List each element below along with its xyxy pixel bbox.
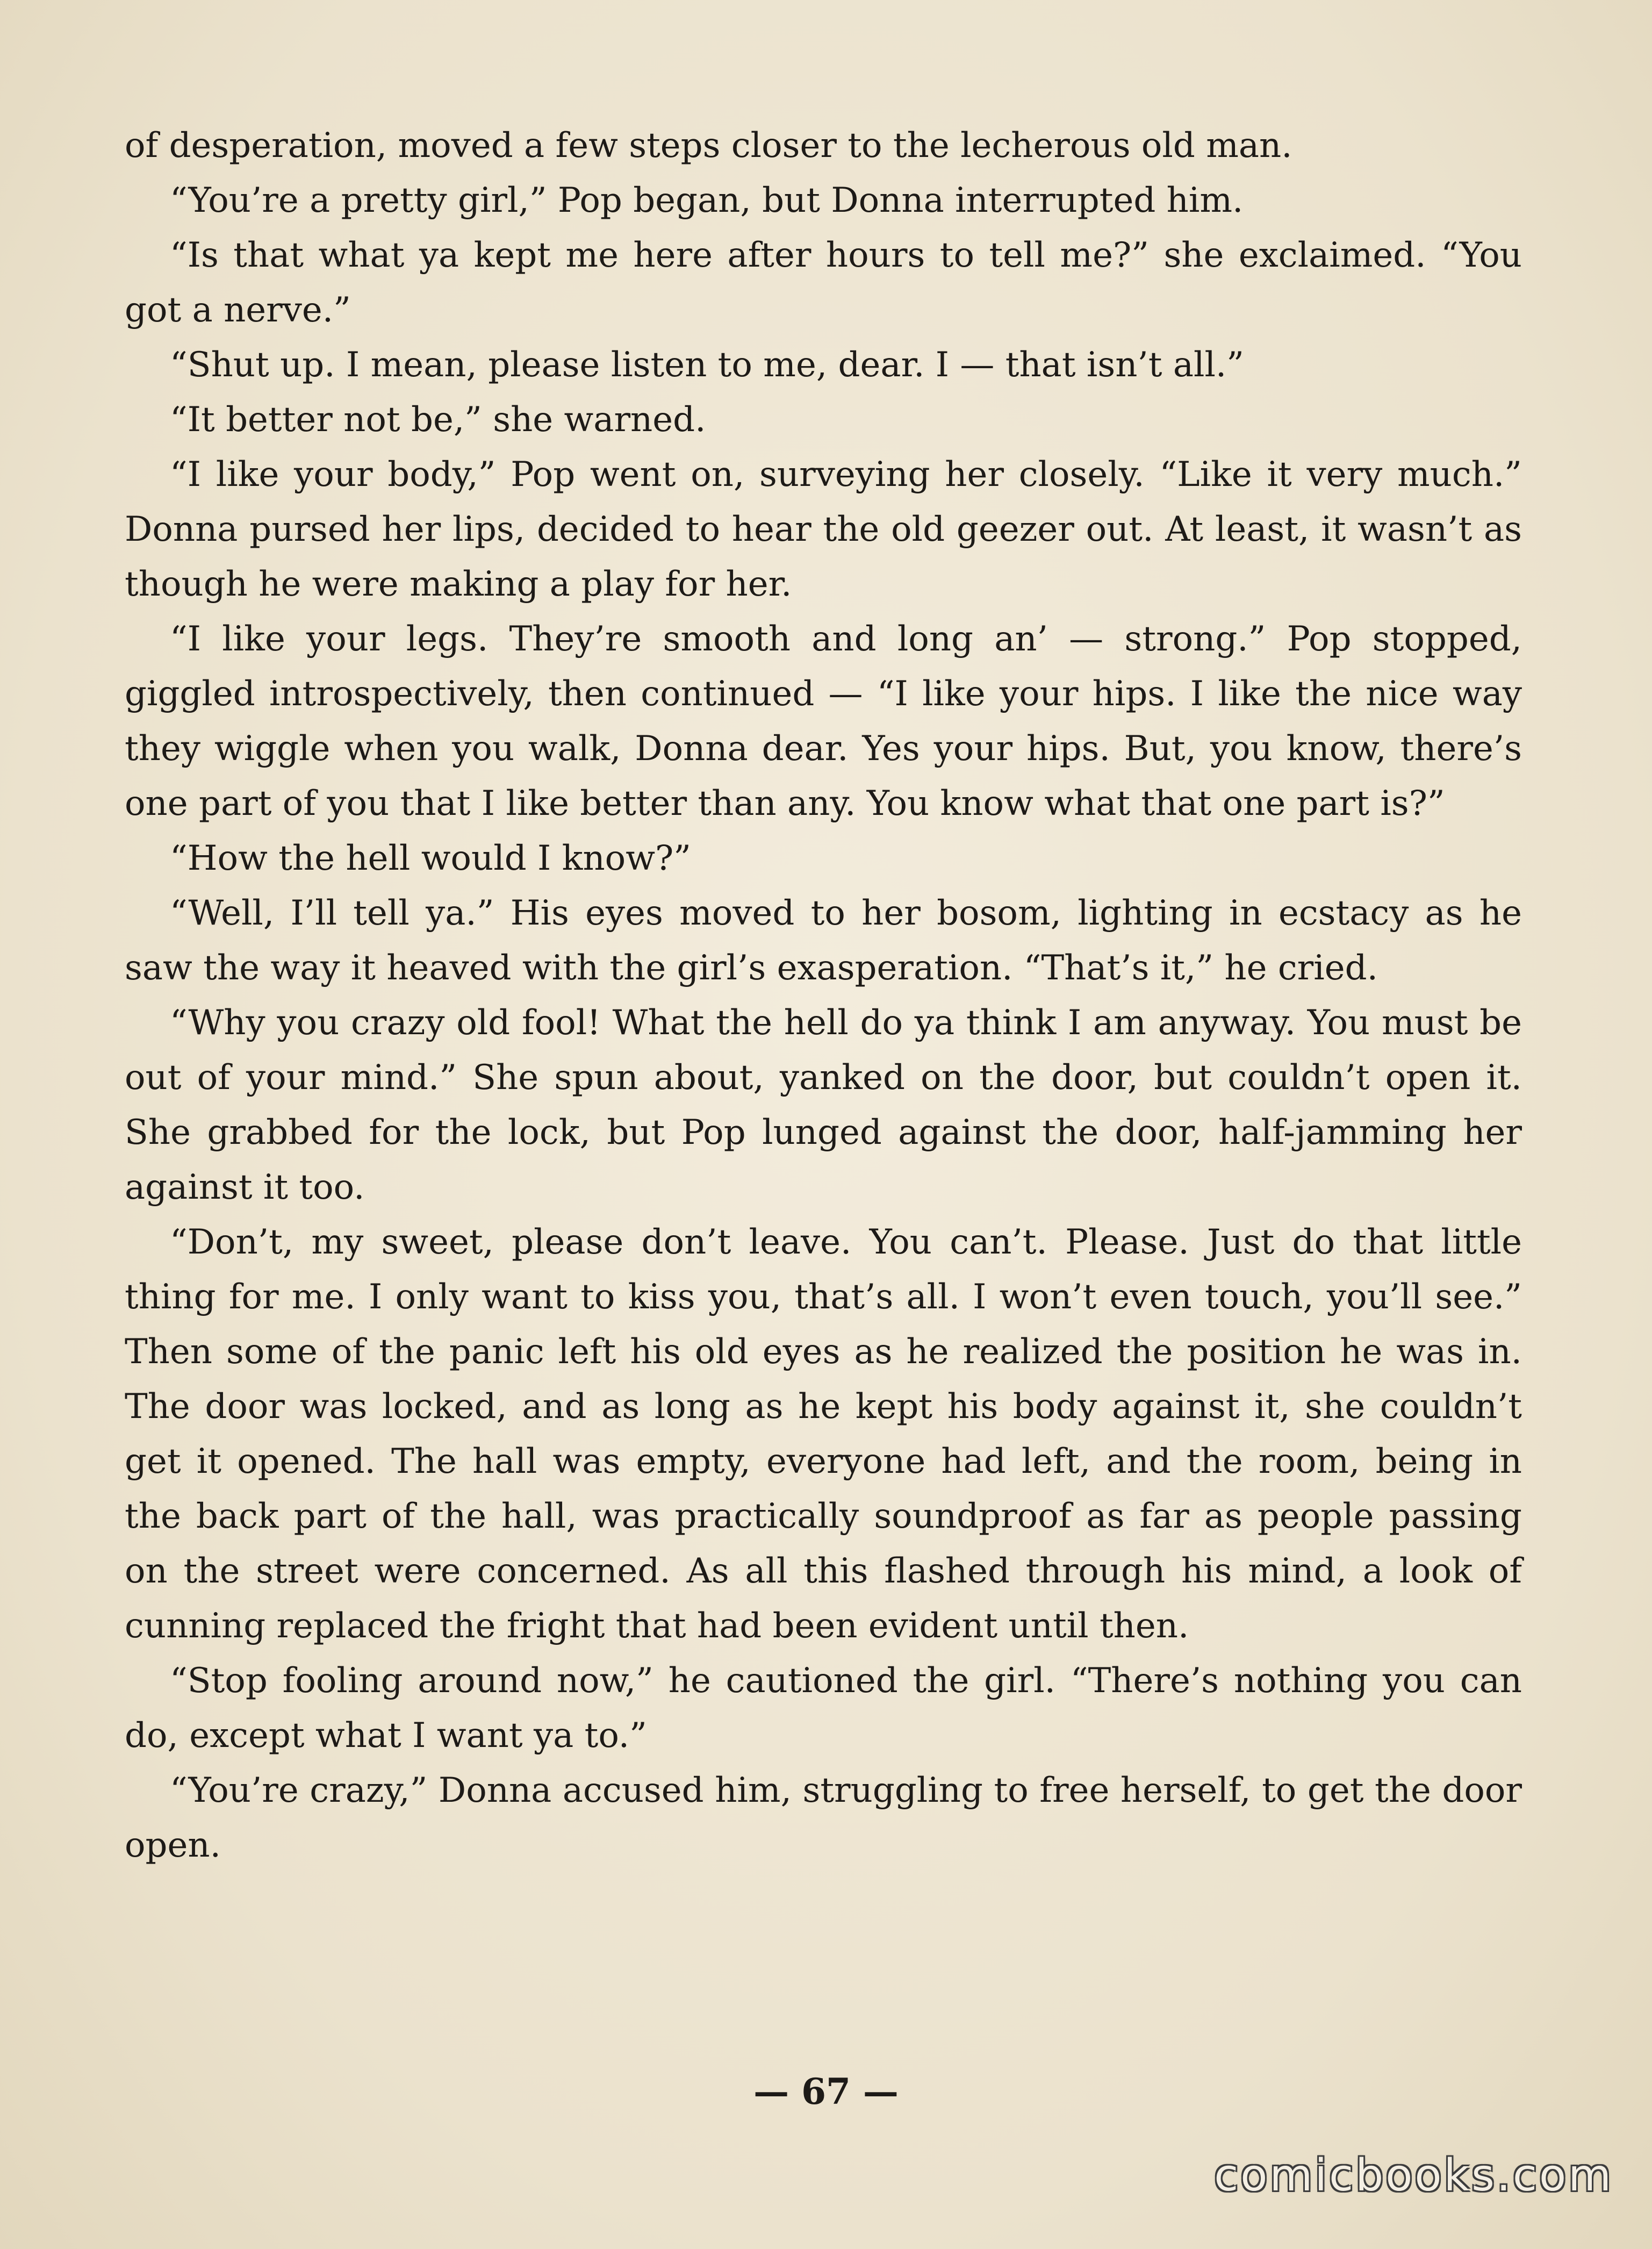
paragraph: “Stop fooling around now,” he cautioned the girl. “There’s nothing you can do, except what I want ya to.” [125,1661,1522,1756]
paragraph: “Is that what ya kept me here after hours to tell me?” she exclaimed. “You got a nerve.” [125,235,1522,330]
paragraph: “I like your body,” Pop went on, surveying her closely. “Like it very much.” Donna pursed her lips, decided to hear the old geezer out. At least, it wasn’t as though he were making a play for her. [125,455,1522,604]
paragraph: “I like your legs. They’re smooth and long an’ — strong.” Pop stopped, giggled introspectively, then continued — “I like your hips. I like the nice way they wiggle when you walk, Donna dear. Yes your hips. But, you know, there’s one part of you that I like better than any. You know what that one part is?” [125,619,1522,823]
page-number: — 67 — [753,2071,899,2112]
paragraph: “Don’t, my sweet, please don’t leave. You can’t. Please. Just do that little thing for me. I only want to kiss you, that’s all. I won’t even touch, you’ll see.” Then some of the panic left his old eyes as he realized the position he was in. The door was locked, and as long as he kept his body against it, she couldn’t get it opened. The hall was empty, everyone had left, and the room, being in the back part of the hall, was practically soundproof as far as people passing on the street were concerned. As all this flashed through his mind, a look of cunning replaced the fright that had been evident until then. [125,1222,1522,1646]
paragraph: “You’re a pretty girl,” Pop began, but Donna interrupted him. [170,181,1244,220]
paragraph: “Shut up. I mean, please listen to me, dear. I — that isn’t all.” [170,345,1244,385]
paragraph: “How the hell would I know?” [170,839,691,878]
body-text [125,118,1522,1873]
paragraph: “Well, I’ll tell ya.” His eyes moved to her bosom, lighting in ecstacy as he saw the way it heaved with the girl’s exasperation. “That’s it,” he cried. [125,893,1522,988]
watermark: comicbooks.com [1214,2150,1613,2201]
paragraph: “It better not be,” she warned. [170,400,706,440]
paragraph: “You’re crazy,” Donna accused him, struggling to free herself, to get the door open. [125,1771,1522,1865]
paragraph: of desperation, moved a few steps closer to the lecherous old man. [125,126,1292,166]
paragraph: “Why you crazy old fool! What the hell do ya think I am anyway. You must be out of your mind.” She spun about, yanked on the door, but couldn’t open it. She grabbed for the lock, but Pop lunged against the door, half-jamming her against it too. [125,1003,1522,1207]
